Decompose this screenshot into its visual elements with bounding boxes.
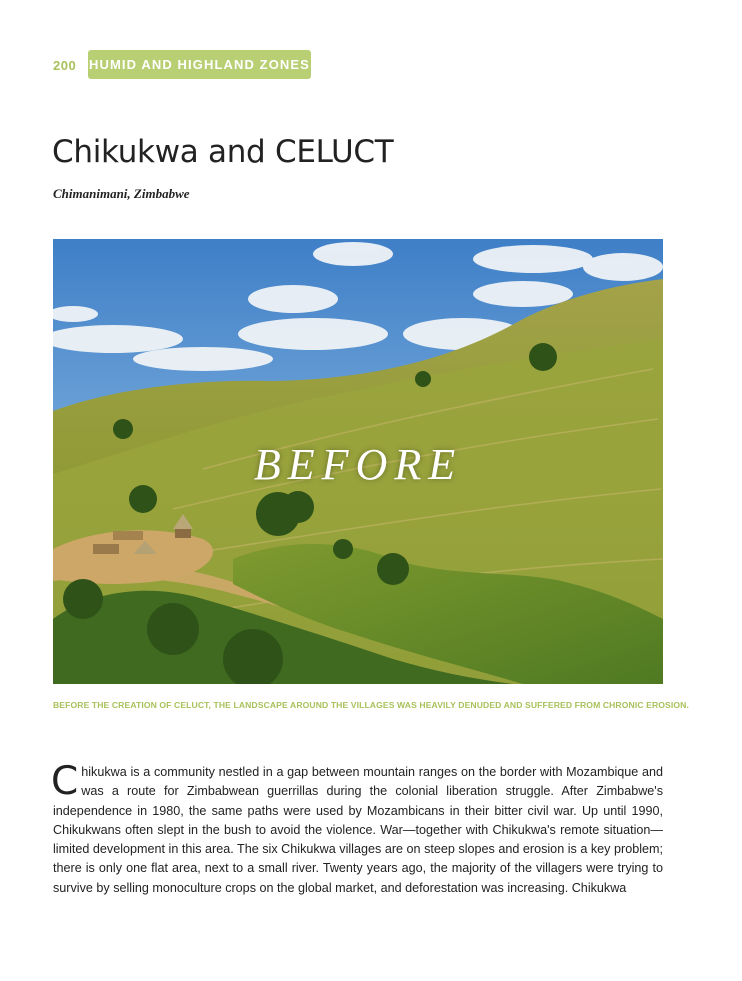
before-overlay-label: BEFORE xyxy=(253,440,463,489)
body-paragraph: hikukwa is a community nestled in a gap between mountain ranges on the border with Mozambique and was a route for Zimbabwean guerrillas during the colonial liberation struggle. After Zimbabwe's independence in 1980, the same paths were used by Mozambicans in their bitter civil war. Up until 1990, Chikukwans often slept in the bush to avoid the violence. War—together with Chikukwa's remote situation—limited development in this area. The six Chikukwa villages are on steep slopes and erosion is a key problem; there is only one flat area, next to a small river. Twenty years ago, the majority of the villagers were trying to survive by selling monoculture crops on the global market, and deforestation was increasing. Chikukwa xyxy=(53,765,663,895)
photo-caption: BEFORE THE CREATION OF CELUCT, THE LANDSCAPE AROUND THE VILLAGES WAS HEAVILY DENUDED AND SUFFERED FROM CHRONIC EROSION. xyxy=(53,700,689,710)
landscape-photo xyxy=(53,239,663,684)
article-location: Chimanimani, Zimbabwe xyxy=(53,186,190,201)
chapter-tag: HUMID AND HIGHLAND ZONES xyxy=(88,50,311,79)
article-title: Chikukwa and CELUCT xyxy=(52,134,394,170)
page-number: 200 xyxy=(53,58,77,73)
drop-cap: C xyxy=(51,759,79,804)
body-text xyxy=(51,759,663,898)
